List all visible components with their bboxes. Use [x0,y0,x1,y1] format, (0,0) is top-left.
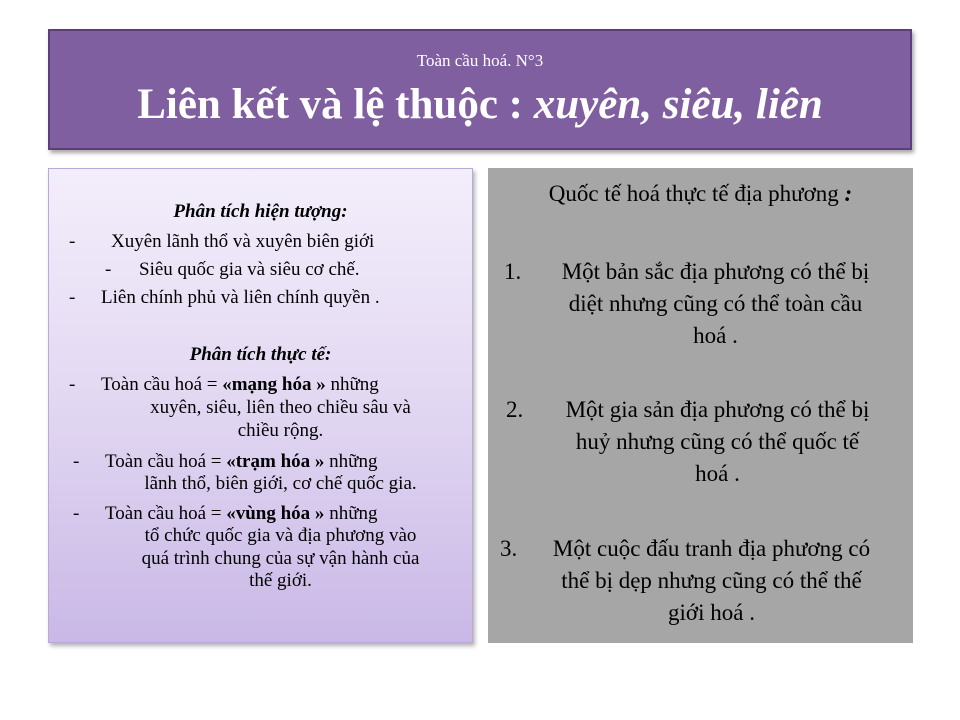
item-suffix: những [324,451,378,472]
bullet-dash: - [73,503,80,524]
point-number: 2. [506,397,524,422]
point-line: hoá . [695,461,740,486]
panel-heading-colon: : [844,181,853,206]
item-continuation: chiều rộng. [237,420,324,441]
bullet-dash: - [105,259,112,280]
phenomenon-text: Siêu quốc gia và siêu cơ chế. [139,259,360,280]
point-line: Một bản sắc địa phương có thể bị [561,259,870,284]
point-line: Một cuộc đấu tranh địa phương có [552,536,871,561]
phenomenon-text: Liên chính phủ và liên chính quyền . [101,287,380,308]
point-line: giới hoá . [668,600,755,625]
item-continuation: thế giới. [249,570,312,591]
item-prefix: Toàn cầu hoá = [105,451,227,472]
item-suffix: những [324,503,378,524]
item-continuation: tổ chức quốc gia và địa phương vào [144,525,417,546]
point-line: huỷ nhưng cũng có thể quốc tế [575,429,860,454]
localization-panel [488,168,913,643]
point-line: Một gia sản địa phương có thể bị [565,397,870,422]
slide-subtitle: Toàn cầu hoá. N°3 [416,51,544,70]
heading-reality: Phân tích thực tế: [189,344,332,365]
panel-heading [488,178,913,210]
point-line: thể bị dẹp nhưng cũng có thể thế [561,568,862,593]
item-prefix: Toàn cầu hoá = [105,503,227,524]
slide-title-main: Liên kết và lệ thuộc : [137,81,534,128]
slide-title [50,79,910,131]
point-line: hoá . [693,323,738,348]
bullet-dash: - [73,451,80,472]
item-continuation: lãnh thổ, biên giới, cơ chế quốc gia. [144,473,417,494]
panel-heading-text: Quốc tế hoá thực tế địa phương [548,181,845,206]
item-suffix: những [325,374,379,395]
heading-phenomena: Phân tích hiện tượng: [173,201,348,222]
point-number: 3. [500,536,518,561]
point-line: diệt nhưng cũng có thể toàn cầu [568,291,863,316]
item-continuation: xuyên, siêu, liên theo chiều sâu và [150,397,411,418]
point-number: 1. [504,259,522,284]
item-keyword: «vùng hóa » [226,503,325,524]
title-banner [48,29,912,150]
bullet-dash: - [69,287,76,308]
bullet-dash: - [69,374,76,395]
bullet-dash: - [69,231,76,252]
item-keyword: «trạm hóa » [226,451,325,472]
slide-title-italic: xuyên, siêu, liên [533,81,823,128]
item-prefix: Toàn cầu hoá = [101,374,223,395]
item-keyword: «mạng hóa » [222,374,326,395]
phenomenon-text: Xuyên lãnh thổ và xuyên biên giới [111,231,375,252]
item-continuation: quá trình chung của sự vận hành của [141,548,420,569]
analysis-panel [48,168,473,643]
